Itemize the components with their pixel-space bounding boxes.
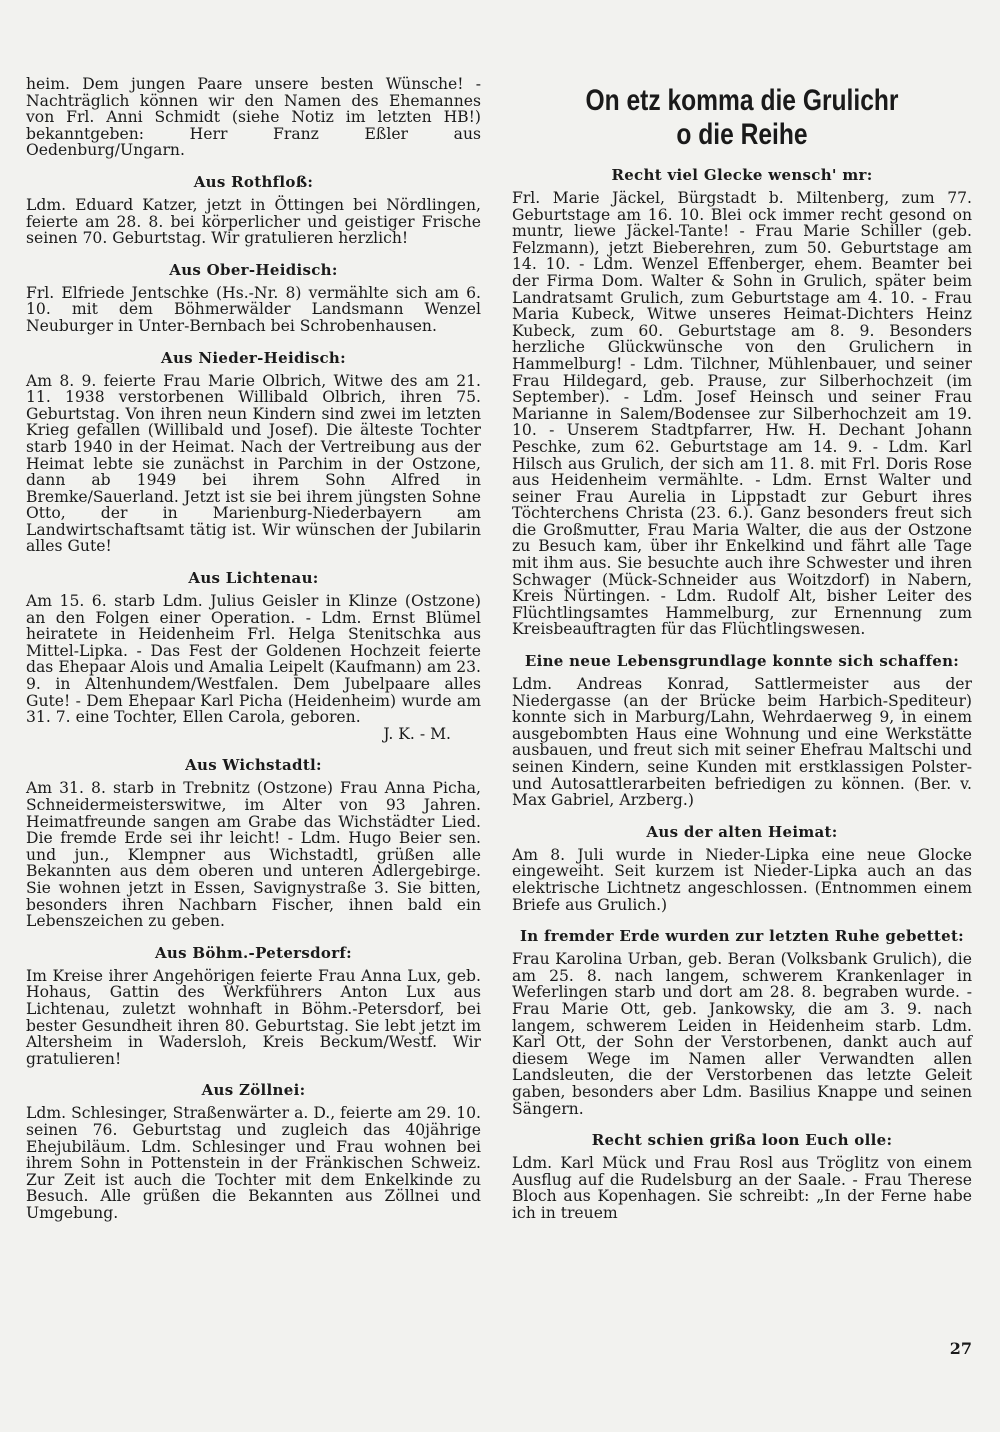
section-heading: Recht schien grißa loon Euch olle: bbox=[591, 1131, 893, 1150]
section-heading: Aus der alten Heimat: bbox=[646, 822, 838, 841]
section-text: Ldm. Eduard Katzer, jetzt in Öttingen bei Nördlingen, feierte am 28. 8. bei körperlicher und geistiger Frische seinen 70. Geburtstag. Wir gratulieren herzlich! bbox=[26, 195, 481, 248]
section-text: Im Kreise ihrer Angehörigen feierte Frau Anna Lux, geb. Hohaus, Gattin des Werkführers Anton Lux aus Lichtenau, zuletzt wohnhaft in Böhm.-Petersdorf, bei bester Gesundheit ihren 80. Geburtstag. Sie lebt jetzt im Altersheim in Wadersloh, Kreis Beckum/Westf. Wir gratulieren! bbox=[26, 966, 481, 1068]
title-line-1: On etz komma die Grulichr bbox=[585, 84, 899, 117]
section-heading: Eine neue Lebensgrundlage konnte sich schaffen: bbox=[524, 652, 960, 671]
section-heading: Aus Böhm.-Petersdorf: bbox=[154, 943, 353, 962]
section-heading: Recht viel Glecke wensch' mr: bbox=[611, 166, 873, 184]
section-heading: Aus Nieder-Heidisch: bbox=[161, 348, 346, 367]
column-title bbox=[553, 84, 930, 152]
section-text: Frl. Marie Jäckel, Bürgstadt b. Miltenberg, zum 77. Geburtstage am 16. 10. Blei ock immer recht gesond on muntr, liewe Jäckel-Tante! - Frau Marie Schiller (geb. Felzmann), jetzt Bieberehren, zum 50. Geburtstage am 14. 10. - Ldm. Wenzel Effenberger, ehem. Beamter bei der Firma Dom. Walter & Sohn in Grulich, später beim Landratsamt Grulich, zum Geburtstage am 4. 10. - Frau Maria Kubeck, Witwe unseres Heimat-Dichters Heinz Kubeck, zum 60. Geburtstage am 8. 9. Besonders herzliche Glückwünsche von den Grulichern in Hammelburg! - Ldm. Tilchner, Mühlenbauer, und seiner Frau Hildegard, geb. Prause, zur Silberhochzeit (im September). - Ldm. Josef Heinsch und seiner Frau Marianne in Salem/Bodensee zur Silberhochzeit am 19. 10. - Unserem Stadtpfarrer, Hw. H. Dechant Johann Peschke, zum 62. Geburtstage am 14. 9. - Ldm. Karl Hilsch aus Grulich, der sich am 11. 8. mit Frl. Doris Rose aus Heidenheim vermählte. - Ldm. Ernst Walter und seiner Frau Aurelia in Lippstadt zur Geburt ihres Töchterchens Christa (23. 6.). Ganz besonders freut sich die Großmutter, Frau Maria Walter, die aus der Ostzone zu Besuch kam, über ihr Enkelkind und fährt alle Tage mit ihm aus. Sie besuchte auch ihre Schwester und ihren Schwager (Mück-Schneider aus Woitzdorf) in Nabern, Kreis Nürtingen. - Ldm. Rudolf Alt, bisher Leiter des Flüchtlingsamtes Hammelburg, zur Ernennung zum Kreisbeauftragten für das Flüchtlingswesen. bbox=[512, 189, 972, 639]
section-text: Am 8. 9. feierte Frau Marie Olbrich, Witwe des am 21. 11. 1938 verstorbenen Willibald Olbrich, ihren 75. Geburtstag. Von ihren neun Kindern sind zwei im letzten Krieg gefallen (Willibald und Josef). Die älteste Tochter starb 1940 in der Heimat. Nach der Vertreibung aus der Heimat lebte sie zunächst in Parchim in der Ostzone, dann ab 1949 bei ihrem Sohn Alfred in Bremke/Sauerland. Jetzt ist sie bei ihrem jüngsten Sohne Otto, der in Marienburg-Niederbayern am Landwirtschaftsamt tätig ist. Wir wünschen der Jubilarin alles Gute! bbox=[26, 371, 481, 556]
right-column bbox=[512, 76, 972, 1221]
section-heading: In fremder Erde wurden zur letzten Ruhe gebettet: bbox=[519, 927, 965, 946]
section-heading: Aus Ober-Heidisch: bbox=[169, 260, 338, 279]
section-text: Frau Karolina Urban, geb. Beran (Volksbank Grulich), die am 25. 8. nach langem, schwerem Krankenlager in Weferlingen starb und dort am 28. 8. begraben wurde. - Frau Marie Ott, geb. Jankowsky, die am 3. 9. nach langem, schwerem Leiden in Heidenheim starb. Ldm. Karl Ott, der Sohn der Verstorbenen, dankt auch auf diesem Wege im Namen aller Verwandten allen Landsleuten, die der Verstorbenen das letzte Geleit gaben, besonders aber Ldm. Basilius Knappe und seinen Sängern. bbox=[512, 950, 972, 1118]
section-text: Ldm. Karl Mück und Frau Rosl aus Tröglitz von einem Ausflug auf die Rudelsburg an der Saale. - Frau Therese Bloch aus Kopenhagen. Sie schreibt: „In der Ferne habe ich in treuem bbox=[512, 1154, 972, 1222]
section-heading: Aus Lichtenau: bbox=[188, 569, 319, 588]
section-text: Ldm. Schlesinger, Straßenwärter a. D., feierte am 29. 10. seinen 76. Geburtstag und zugleich das 40jährige Ehejubiläum. Ldm. Schlesinger und Frau wohnen bei ihrem Sohn in Pottenstein in der Fränkischen Schweiz. Zur Zeit ist auch die Tochter mit dem Enkelkinde zu Besuch. Alle grüßen die Bekannten aus Zöllnei und Umgebung. bbox=[26, 1104, 481, 1222]
title-line-2: o die Reihe bbox=[676, 118, 808, 151]
section-heading: Aus Wichstadtl: bbox=[185, 756, 322, 775]
section-heading: Aus Zöllnei: bbox=[201, 1081, 306, 1100]
page-number: 27 bbox=[949, 1339, 972, 1358]
left-column bbox=[26, 76, 481, 1221]
section-text: Am 31. 8. starb in Trebnitz (Ostzone) Frau Anna Picha, Schneidermeisterswitwe, im Alter von 93 Jahren. Heimatfreunde sangen am Grabe das Wichstädter Lied. Die fremde Erde sei ihr leicht! - Ldm. Hugo Beier sen. und jun., Klempner aus Wichstadtl, grüßen alle Bekannten aus dem oberen und unteren Adlergebirge. Sie wohnen jetzt in Essen, Savignystraße 3. Sie bitten, besonders ihren Nachbarn Fischer, ihnen bald ein Lebenszeichen zu geben. bbox=[26, 779, 481, 931]
section-text: Ldm. Andreas Konrad, Sattlermeister aus der Niedergasse (an der Brücke beim Harbich-Spediteur) konnte sich in Marburg/Lahn, Wehrdaerweg 9, in einem ausgebombten Haus eine Wohnung und eine Werkstätte ausbauen, und freut sich mit seiner Ehefrau Maltschi und seinen Kindern, seine Kunden mit erstklassigen Polster- und Autosattlerarbeiten befriedigen zu können. (Ber. v. Max Gabriel, Arzberg.) bbox=[512, 675, 972, 810]
section-text: Frl. Elfriede Jentschke (Hs.-Nr. 8) vermählte sich am 6. 10. mit dem Böhmerwälder Landsmann Wenzel Neuburger in Unter-Bernbach bei Schrobenhausen. bbox=[26, 283, 481, 335]
intro-paragraph: heim. Dem jungen Paare unsere besten Wünsche! - Nachträglich können wir den Namen des Ehemannes von Frl. Anni Schmidt (siehe Notiz im letzten HB!) bekanntgeben: Herr Franz Eßler aus Oedenburg/Ungarn. bbox=[26, 75, 481, 160]
section-heading: Aus Rothfloß: bbox=[193, 172, 314, 191]
author-signature: J. K. - M. bbox=[383, 724, 451, 743]
section-text: Am 8. Juli wurde in Nieder-Lipka eine neue Glocke eingeweiht. Seit kurzem ist Nieder-Lipka auch an das elektrische Lichtnetz angeschlossen. (Entnommen einem Briefe aus Grulich.) bbox=[512, 845, 972, 914]
section-text: Am 15. 6. starb Ldm. Julius Geisler in Klinze (Ostzone) an den Folgen einer Operation. - Ldm. Ernst Blümel heiratete in Heidenheim Frl. Helga Stenitschka aus Mittel-Lipka. - Das Fest der Goldenen Hochzeit feierte das Ehepaar Alois und Amalia Leipelt (Kaufmann) am 23. 9. in Altenhundem/Westfalen. Dem Jubelpaare alles Gute! - Dem Ehepaar Karl Picha (Heidenheim) wurde am 31. 7. eine Tochter, Ellen Carola, geboren. bbox=[26, 592, 481, 727]
